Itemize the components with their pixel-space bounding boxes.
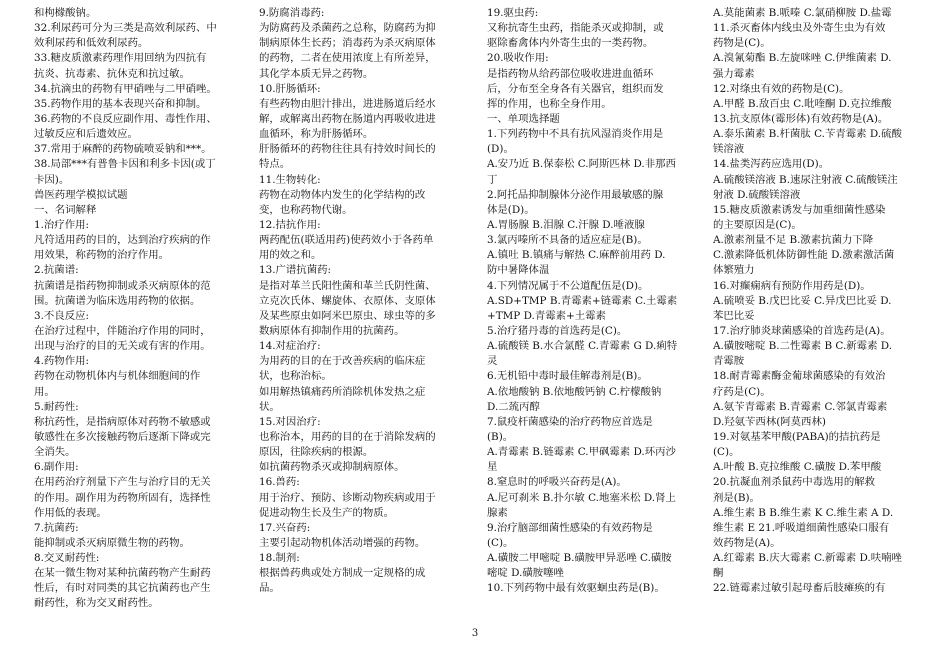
text-line: 9.治疗脑部细菌性感染的有效药物是 (487, 521, 653, 534)
text-line: 药物是(C)。 (713, 37, 771, 50)
text-line: 变，也称药物代谢。 (259, 203, 353, 216)
text-line: A.红霉素 B.庆大霉素 C.新霉素 D.呋喃唑 (713, 552, 902, 565)
text-line: 围。抗菌谱为临床选用药物的依据。 (34, 294, 201, 307)
text-line: 4.药物作用: (34, 355, 89, 368)
text-line: 为防腐药及杀菌药之总称，防腐药为抑 (259, 22, 436, 35)
text-line: 2.抗菌谱: (34, 264, 79, 277)
text-line: 星 (487, 461, 498, 474)
text-line: 能抑制或杀灭病原微生物的药物。 (34, 536, 190, 549)
column-3 (487, 6, 703, 596)
text-line: 5.治疗猪丹毒的首选药是(C)。 (487, 324, 628, 337)
text-line: 兽医药理学模拟试题 (34, 188, 128, 201)
text-line: 20.吸收作用: (487, 52, 549, 65)
text-line: 抗炎、抗毒素、抗休克和抗过敏。 (34, 67, 190, 80)
text-line: 作用低的表现。 (34, 506, 107, 519)
text-line: 的作用。副作用为药物所固有，选择性 (34, 491, 211, 504)
text-line: 20.抗凝血剂杀鼠药中毒选用的解救 (713, 476, 875, 489)
text-line: 药物在动物机体内与机体细胞间的作 (34, 370, 201, 383)
text-line: (B)。 (487, 430, 514, 443)
text-line: 13.抗支原体(霉形体)有效药物是(A)。 (713, 112, 889, 125)
column-2 (259, 6, 475, 596)
text-line: A.硫酸镁 B.水合氯醛 C.青霉素 G D.痢特 (487, 340, 678, 353)
text-line: 11.杀灭畜体内线虫及外寄生虫为有效 (713, 22, 886, 35)
text-line: D.二巯丙醇 (487, 400, 540, 413)
text-line: 立克次氏体、螺旋体、衣原体、支原体 (259, 294, 436, 307)
text-line: 血循环，称为肝肠循环。 (259, 128, 374, 141)
text-line: 根据兽药典或处方制成一定规格的成 (259, 567, 426, 580)
text-line: 性后，有时对同类的其它抗菌药也产生 (34, 582, 211, 595)
text-line: A.磺胺嘧啶 B.二性霉素 B C.新霉素 D. (713, 340, 893, 353)
text-line: 驱除畜禽体内外寄生虫的一类药物。 (487, 37, 654, 50)
text-line: 状，也称治标。 (259, 370, 332, 383)
text-line: 14.盐类泻药应选用(D)。 (713, 158, 830, 171)
text-line: 强力霉素 (713, 67, 755, 80)
text-line: 32.利尿药可分为三类是高效利尿药、中 (34, 22, 217, 35)
text-line: 品。 (259, 582, 280, 595)
text-line: 一、名词解释 (34, 203, 97, 216)
text-line: A.青霉素 B.链霉素 C.甲砜霉素 D.环丙沙 (487, 446, 676, 459)
text-line: (C)。 (713, 446, 740, 459)
text-line: 状。 (259, 400, 280, 413)
text-line: 18.制剂: (259, 552, 300, 565)
text-line: 16.对癫痫病有预防作用药是(D)。 (713, 279, 871, 292)
text-line: 效药物是(A)。 (713, 536, 781, 549)
text-line: 用效果，称药物的治疗作用。 (34, 249, 170, 262)
text-line: 的主要原因是(C)。 (713, 218, 802, 231)
text-line: 称抗药性，是指病原体对药物不敏感或 (34, 415, 211, 428)
text-line: 全消失。 (34, 446, 76, 459)
text-line: 数病原体有抑制作用的抗菌药。 (259, 324, 405, 337)
text-line: A.莫能菌素 B.哌嗪 C.氯硝柳胺 D.盐霉 (713, 7, 892, 19)
text-line: 腺素 (487, 506, 508, 519)
text-line: 制病原体生长药；消毒药为杀灭病原体 (259, 37, 436, 50)
text-line: 丁 (487, 173, 498, 186)
text-line: 11.生物转化: (259, 173, 321, 186)
text-line: 9.防腐消毒药: (259, 7, 325, 19)
text-line: A.叶酸 B.克拉维酸 C.磺胺 D.苯甲酸 (713, 461, 882, 474)
text-line: A.激素剂量不足 B.激素抗菌力下降 (713, 234, 874, 247)
text-line: 在用药治疗剂量下产生与治疗目的无关 (34, 476, 211, 489)
text-line: 酮 (713, 567, 724, 580)
text-line: 8.窒息时的呼吸兴奋药是(A)。 (487, 476, 627, 489)
text-line: 也称治本，用药的目的在于消除发病的 (259, 430, 436, 443)
text-line: 及某些原虫如阿米巴原虫、球虫等的多 (259, 309, 436, 322)
text-line: 4.下列情况属于不公道配伍是(D)。 (487, 279, 649, 292)
text-line: 和枸橼酸钠。 (34, 7, 97, 19)
text-line: 敏感性在多次接触药物后逐渐下降或完 (34, 430, 211, 443)
text-line: 效利尿药和低效利尿药。 (34, 37, 149, 50)
text-line: 肝肠循环的药物往往具有持效时间长的 (259, 143, 436, 156)
text-line: 6.无机铅中毒时最佳解毒剂是(B)。 (487, 370, 648, 383)
text-line: A.泰乐菌素 B.杆菌肽 C.苄青霉素 D.硫酸 (713, 128, 902, 141)
text-line: 33.糖皮质激素药理作用回纳为四抗有 (34, 52, 207, 65)
text-line: 3.不良反应: (34, 309, 89, 322)
text-line: 的药物，二者在使用浓度上有所差异， (259, 52, 436, 65)
text-line: D.羟氨苄西林(阿莫西林) (713, 415, 826, 428)
text-line: 疗药是(C)。 (713, 385, 771, 398)
text-line: 苯巴比妥 (713, 309, 755, 322)
text-line: 36.药物的不良反应副作用、毒性作用、 (34, 112, 217, 125)
text-line: 13.广谱抗菌药: (259, 264, 331, 277)
text-line: 体繁殖力 (713, 264, 755, 277)
text-line: 16.兽药: (259, 476, 300, 489)
text-line: 10.下列药物中最有效驱蛔虫药是(B)。 (487, 582, 665, 595)
text-line: 卡因)。 (34, 173, 70, 186)
text-line: 灵 (487, 355, 498, 368)
text-line: 药物在动物体内发生的化学结构的改 (259, 188, 426, 201)
text-line: 8.交叉耐药性: (34, 552, 100, 565)
column-1 (34, 6, 250, 612)
text-line: 用的效之和。 (259, 249, 322, 262)
text-line: 19.对氨基苯甲酸(PABA)的拮抗药是 (713, 430, 881, 443)
text-line: A.氨苄青霉素 B.青霉素 C.邻氯青霉素 (713, 400, 888, 413)
column-4 (713, 6, 929, 596)
text-line: 1.下列药物中不具有抗风湿消炎作用是 (487, 128, 664, 141)
text-line: 又称抗寄生虫药，指能杀灭或抑制，或 (487, 22, 664, 35)
text-line: 如用解热镇痛药所消除机体发热之症 (259, 385, 426, 398)
text-line: 2.阿托品抑制腺体分泌作用最敏感的腺 (487, 188, 664, 201)
text-line: 后，分布至全身各有关器官，组织而发 (487, 82, 664, 95)
text-line: 19.驱虫药: (487, 7, 539, 19)
text-line: 特点。 (259, 158, 291, 171)
text-line: 17.治疗肺炎球菌感染的首选药是(A)。 (713, 324, 891, 337)
text-line: 嘧啶 D.磺胺噻唑 (487, 567, 564, 580)
text-line: A.SD+TMP B.青霉素+链霉素 C.土霉素 (487, 294, 678, 307)
text-line: 用。 (34, 385, 55, 398)
text-line: A.维生素 B B.维生素 K C.维生素 A D. (713, 506, 894, 519)
text-line: 用于治疗、预防、诊断动物疾病或用于 (259, 491, 436, 504)
text-line: 如抗菌药物杀灭或抑制病原体。 (259, 461, 405, 474)
text-line: 射液 D.硫酸镁溶液 (713, 188, 801, 201)
text-line: 有些药物由胆汁排出，进进肠道后经水 (259, 97, 436, 110)
text-line: A.安乃近 B.保泰松 C.阿斯匹林 D.非那西 (487, 158, 676, 171)
text-line: 1.治疗作用: (34, 218, 89, 231)
text-line: A.胃肠腺 B.泪腺 C.汗腺 D.唾液腺 (487, 218, 645, 231)
page-number: 3 (471, 628, 479, 639)
text-line: 两药配伍(联适用药)使药效小于各药单 (259, 234, 434, 247)
text-line: +TMP D.青霉素+土霉素 (487, 309, 606, 322)
text-line: 在治疗过程中，伴随治疗作用的同时， (34, 324, 211, 337)
text-line: 22.链霉素过敏引起母畜后肢瘫痪的有 (713, 582, 886, 595)
text-line: 7.抗菌药: (34, 521, 79, 534)
text-line: 镁溶液 (713, 143, 745, 156)
text-line: 12.拮抗作用: (259, 218, 321, 231)
text-line: 38.局部***有普鲁卡因和利多卡因(或丁 (34, 158, 216, 171)
text-line: 为用药的目的在于改善疾病的临床症 (259, 355, 426, 368)
text-line: 过敏反应和后遗效应。 (34, 128, 138, 141)
text-line: 10.肝肠循环: (259, 82, 321, 95)
text-line: 出现与治疗的目的无关或有害的作用。 (34, 340, 211, 353)
text-line: 凡符适用药的目的，达到治疗疾病的作 (34, 234, 211, 247)
text-line: A.依地酸钠 B.依地酸钙钠 C.柠檬酸钠 (487, 385, 662, 398)
text-line: A.镇吐 B.镇痛与解热 C.麻醉前用药 D. (487, 249, 666, 262)
text-line: 12.对绦虫有效的药物是(C)。 (713, 82, 850, 95)
text-line: 其化学本质无异之药物。 (259, 67, 374, 80)
text-line: 7.鼠疫杆菌感染的治疗药物应首选是 (487, 415, 653, 428)
text-line: 主要引起动物机体活动增强的药物。 (259, 536, 426, 549)
text-line: 促进动物生长及生产的物质。 (259, 506, 395, 519)
text-line: A.硫喷妥 B.戊巴比妥 C.异戊巴比妥 D. (713, 294, 892, 307)
text-line: 耐药性，称为交叉耐药性。 (34, 597, 159, 610)
text-line: (C)。 (487, 536, 514, 549)
text-line: A.磺胺二甲嘧啶 B.磺胺甲异恶唑 C.磺胺 (487, 552, 672, 565)
text-line: 是指对革兰氏阳性菌和革兰氏阴性菌、 (259, 279, 436, 292)
text-line: A.甲醛 B.敌百虫 C.吡喹酮 D.克拉维酸 (713, 97, 892, 110)
text-line: 3.氯丙嗪所不具备的适应症是(B)。 (487, 234, 648, 247)
text-line: 维生素 E 21.呼吸道细菌性感染口服有 (713, 521, 890, 534)
text-line: A.硫酸镁溶液 B.速尿注射液 C.硫酸镁注 (713, 173, 898, 186)
text-line: 一、单项选择题 (487, 112, 560, 125)
text-line: 5.耐药性: (34, 400, 79, 413)
text-line: 15.糖皮质激素诱发与加重细菌性感染 (713, 203, 886, 216)
text-line: 青霉胺 (713, 355, 745, 368)
text-line: 原因，往除疾病的根源。 (259, 446, 374, 459)
text-line: 18.耐青霉素酶金葡球菌感染的有效治 (713, 370, 886, 383)
text-line: 14.对症治疗: (259, 340, 321, 353)
text-line: 防中暑降体温 (487, 264, 550, 277)
text-line: 挥的作用，也称全身作用。 (487, 97, 612, 110)
text-line: A.溴氰菊酯 B.左旋咪唑 C.伊维菌素 D. (713, 52, 892, 65)
text-line: 15.对因治疗: (259, 415, 321, 428)
text-line: 剂是(B)。 (713, 491, 760, 504)
text-line: 35.药物作用的基本表现兴奋和抑制。 (34, 97, 207, 110)
text-line: A.尼可刹米 B.扑尔敏 C.地塞米松 D.肾上 (487, 491, 676, 504)
text-line: 6.副作用: (34, 461, 79, 474)
text-line: 17.兴奋药: (259, 521, 311, 534)
text-line: 37.常用于麻醉的药物硫喷妥钠和***。 (34, 143, 212, 156)
text-line: C.激素降低机体防御性能 D.激素激活菌 (713, 249, 895, 262)
text-line: 解，或解离出药物在肠道内再吸收进进 (259, 112, 436, 125)
text-line: 在某一微生物对某种抗菌药物产生耐药 (34, 567, 211, 580)
text-line: (D)。 (487, 143, 514, 156)
text-line: 体是(D)。 (487, 203, 535, 216)
text-line: 是指药物从给药部位吸收进进血循环 (487, 67, 654, 80)
text-line: 抗菌谱是指药物抑制或杀灭病原体的范 (34, 279, 211, 292)
text-line: 34.抗滴虫的药物有甲硝唑与二甲硝唑。 (34, 82, 217, 95)
